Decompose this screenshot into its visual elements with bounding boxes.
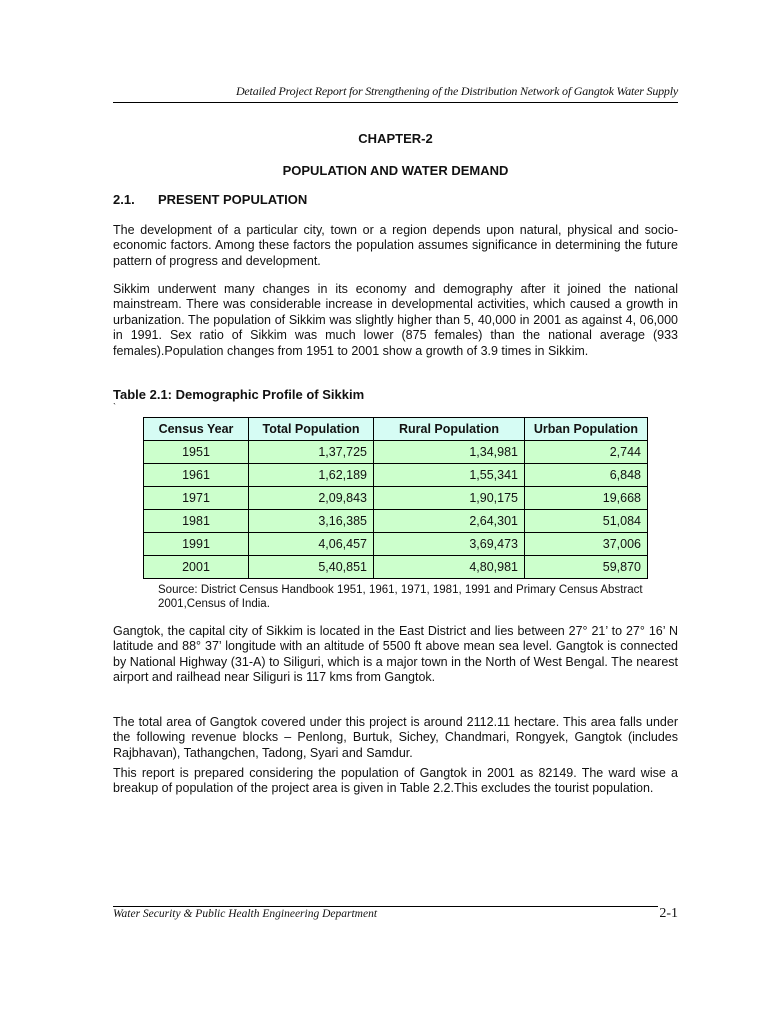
table-cell: 2,744 [525,441,648,464]
table-cell: 2,64,301 [374,510,525,533]
table-cell: 1,37,725 [249,441,374,464]
chapter-label: CHAPTER-2 [358,131,433,146]
table-cell: 1991 [144,533,249,556]
table-cell: 1951 [144,441,249,464]
table-cell: 1971 [144,487,249,510]
table-cell: 37,006 [525,533,648,556]
running-header: Detailed Project Report for Strengthening of the Distribution Network of Gangtok Water Supply [235,84,678,98]
paragraph-project-area: The total area of Gangtok covered under this project is around 2112.11 hectare. This area falls under the following revenue blocks – Penlong, Burtuk, Sichey, Chandmari, Rongyek, Gangtok (includes Rajbhavan), Tathangchen, Tadong, Syari and Samdur. [113,715,678,760]
table-row [144,464,648,487]
table-cell: 19,668 [525,487,648,510]
table-cell: 1961 [144,464,249,487]
section-title: PRESENT POPULATION [158,192,308,207]
table-row [144,533,648,556]
table-cell: 5,40,851 [249,556,374,579]
table-row [144,487,648,510]
table-cell: 1,62,189 [249,464,374,487]
table-row [144,510,648,533]
table-cell: 1,90,175 [374,487,525,510]
table-cell: 1,34,981 [374,441,525,464]
table-cell: 2,09,843 [249,487,374,510]
table-tick-mark: ` [113,402,116,412]
section-heading [113,192,307,207]
footer-department: Water Security & Public Health Engineering Department [113,908,378,920]
chapter-title: POPULATION AND WATER DEMAND [282,163,509,178]
table-cell: 3,16,385 [249,510,374,533]
table-source-note: Source: District Census Handbook 1951, 1961, 1971, 1981, 1991 and Primary Census Abstract 2001,Census of India. [158,584,643,610]
table-cell: 3,69,473 [374,533,525,556]
paragraph-population-basis: This report is prepared considering the population of Gangtok in 2001 as 82149. The ward wise a breakup of population of the project area is given in Table 2.2.This excludes the tourist population. [113,766,678,796]
header-rule [113,102,678,103]
table-cell: 4,80,981 [374,556,525,579]
column-header: Rural Population [374,418,525,441]
page-number: 2-1 [659,906,678,921]
demographic-table [143,417,648,579]
footer-rule [113,906,658,907]
table-cell: 51,084 [525,510,648,533]
table-cell: 1981 [144,510,249,533]
column-header: Total Population [249,418,374,441]
paragraph-intro: The development of a particular city, town or a region depends upon natural, physical and socio-economic factors. Among these factors the population assumes significance in determining the future pattern of progress and development. [113,223,678,268]
table-cell: 59,870 [525,556,648,579]
table-row [144,441,648,464]
table-cell: 2001 [144,556,249,579]
column-header: Census Year [144,418,249,441]
paragraph-gangtok-location: Gangtok, the capital city of Sikkim is located in the East District and lies between 27° 21’ to 27° 16’ N latitude and 88° 37’ longitude with an altitude of 5500 ft above mean sea level. Gangtok is connected by National Highway (31-A) to Siliguri, which is a major town in the North of West Bengal. The nearest airport and railhead near Siliguri is 117 kms from Gangtok. [113,624,678,685]
paragraph-sikkim: Sikkim underwent many changes in its economy and demography after it joined the national mainstream. There was considerable increase in developmental activities, which caused a growth in urbanization. The population of Sikkim was slightly higher than 5, 40,000 in 2001 as against 4, 06,000 in 1991. Sex ratio of Sikkim was much lower (875 females) than the national average (933 females).Population changes from 1951 to 2001 show a growth of 3.9 times in Sikkim. [113,282,678,358]
table-cell: 4,06,457 [249,533,374,556]
table-caption: Table 2.1: Demographic Profile of Sikkim [113,387,365,402]
section-number: 2.1. [113,192,135,207]
table-row [144,556,648,579]
table-cell: 6,848 [525,464,648,487]
table-header-row [144,418,648,441]
column-header: Urban Population [525,418,648,441]
table-cell: 1,55,341 [374,464,525,487]
